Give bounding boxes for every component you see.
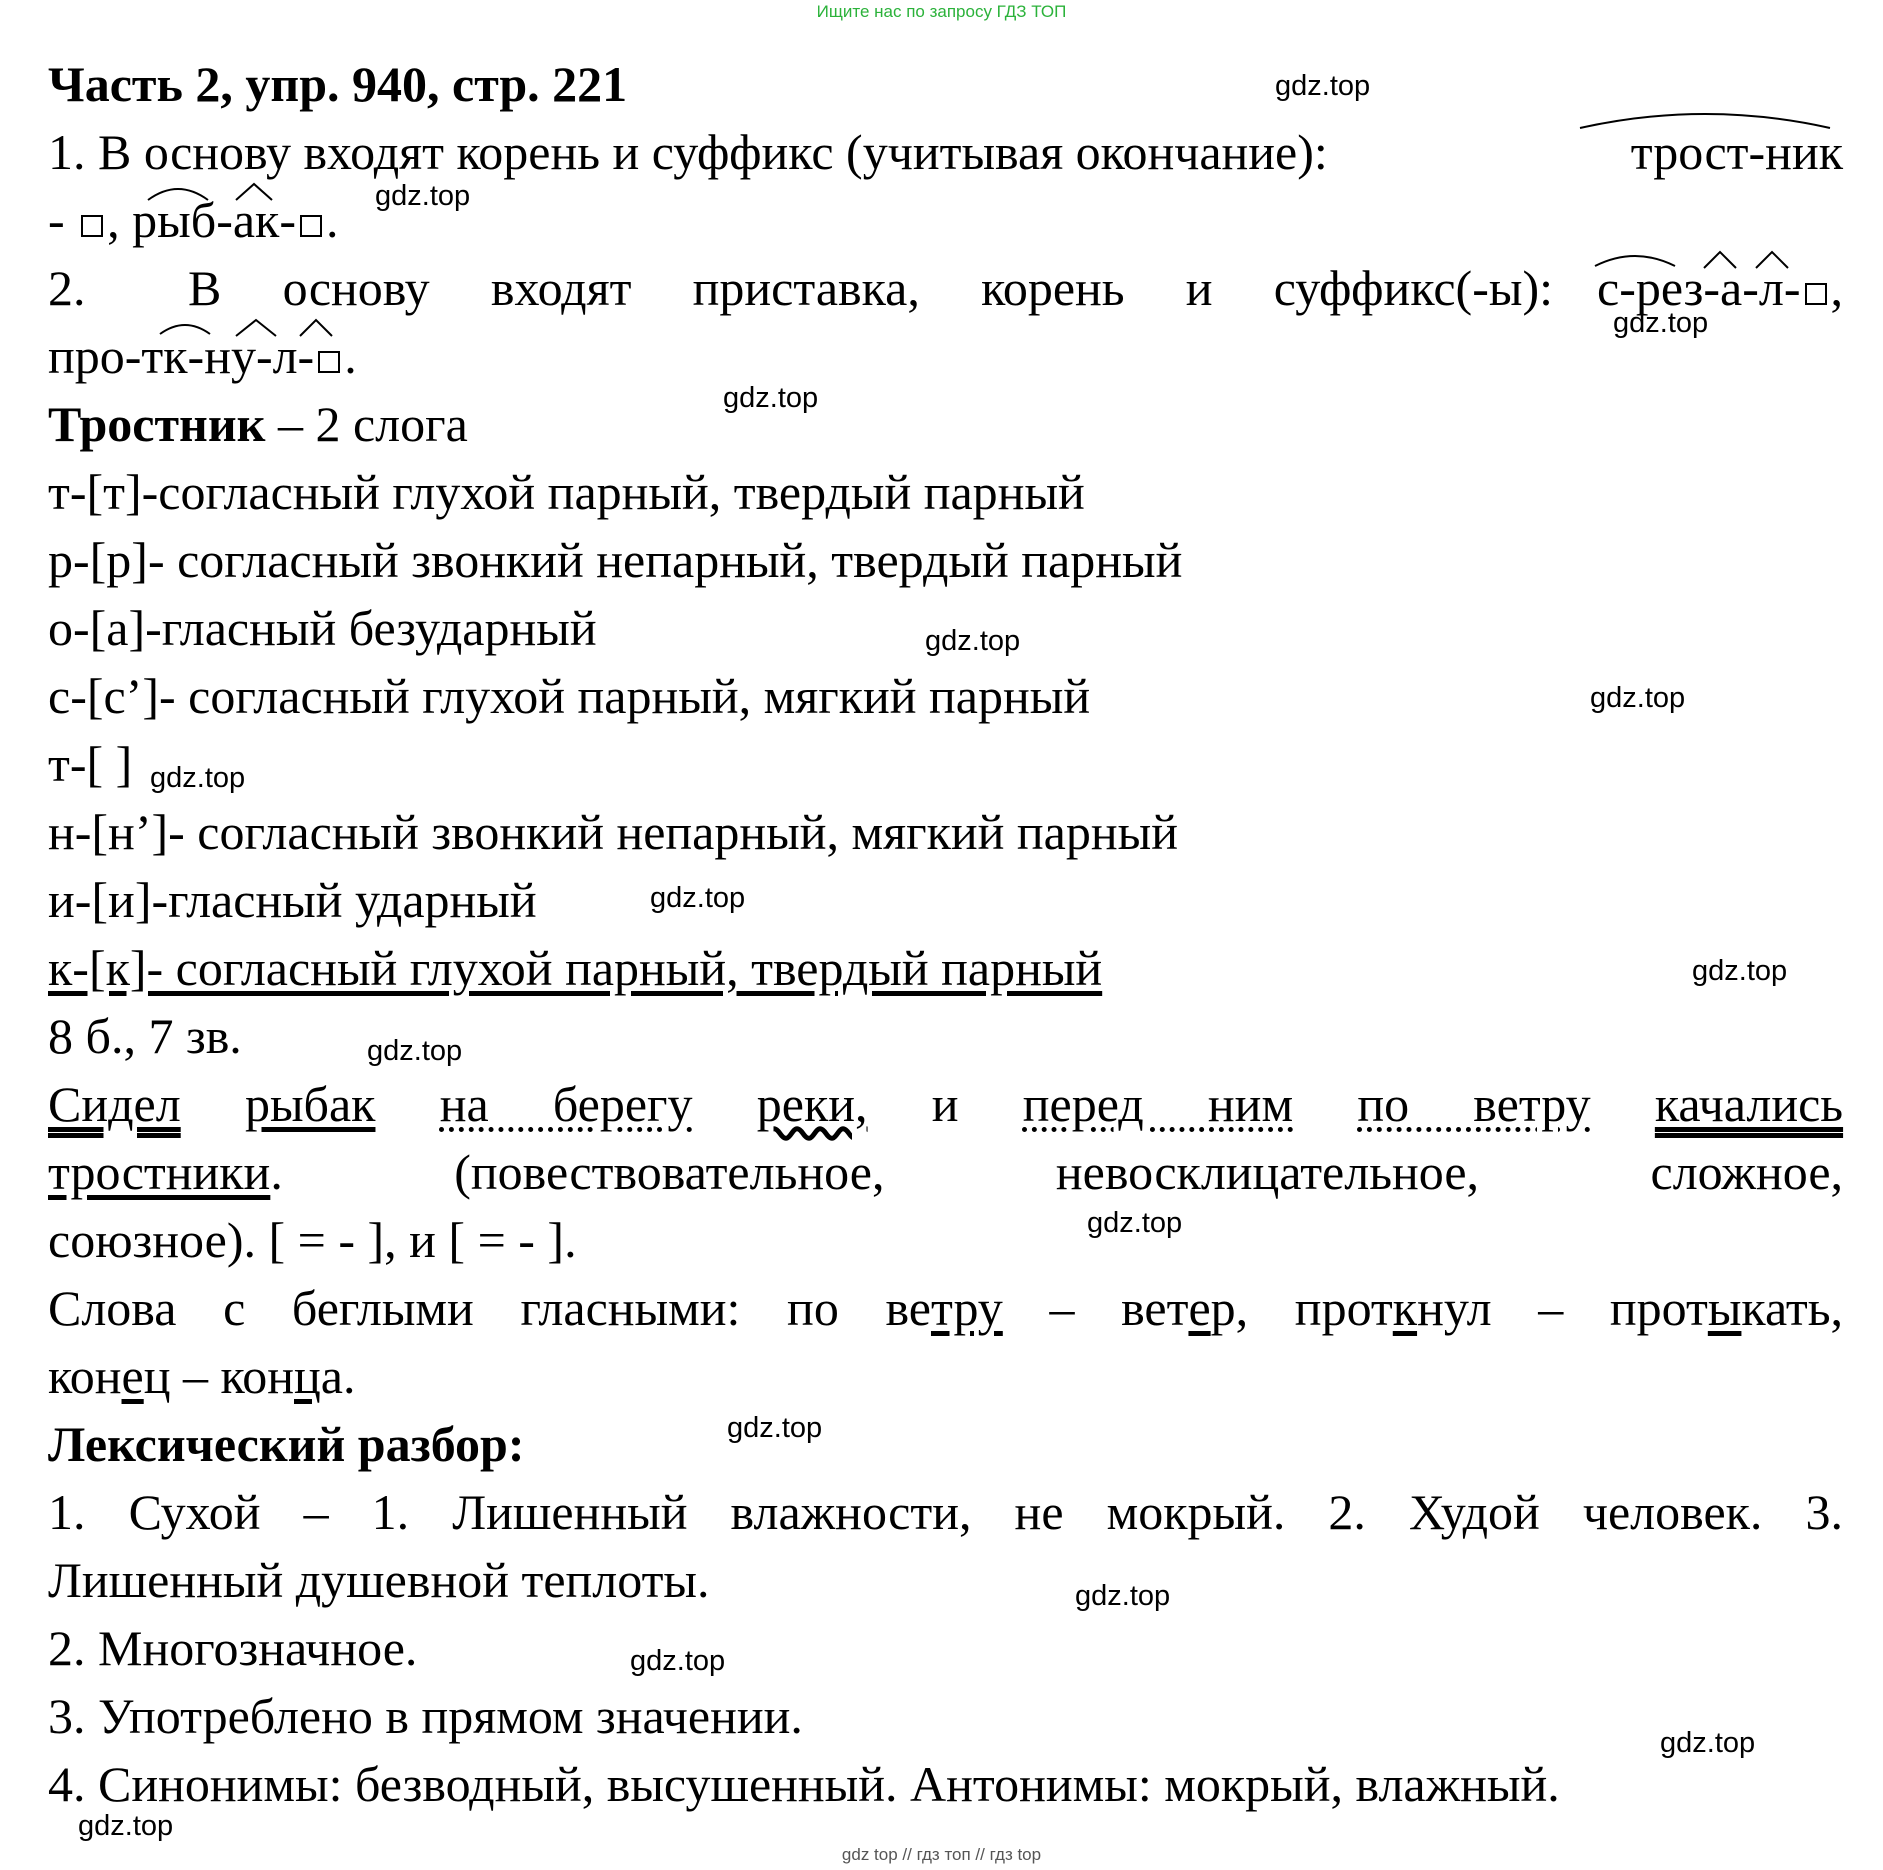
watermark: gdz.top: [1275, 70, 1371, 102]
morpheme-line-3: [48, 254, 1843, 322]
morpheme-dash: -: [48, 192, 78, 248]
morpheme-word: трост-ник: [1630, 124, 1843, 180]
period: .: [344, 328, 357, 384]
watermark: gdz.top: [723, 382, 819, 414]
footer-links[interactable]: gdz top // гдз топ // гдз top: [841, 1845, 1042, 1864]
watermark: gdz.top: [78, 1810, 174, 1842]
zero-ending-box: [300, 215, 322, 237]
morpheme-line-2: [48, 186, 1843, 254]
underlined: тру: [930, 1280, 1003, 1336]
subject: рыбак: [244, 1076, 376, 1132]
watermark: gdz.top: [367, 1035, 463, 1067]
phonetic-row: н-[н’]- согласный звонкий непарный, мягкий парный: [48, 804, 1178, 860]
underlined: е: [121, 1348, 144, 1404]
phonetic-summary: 8 б., 7 зв.: [48, 1008, 242, 1064]
morpheme-word: рыб-ак-: [132, 192, 296, 248]
phonetic-row: и-[и]-гласный ударный: [48, 872, 537, 928]
lexical-item-2: 2. Многозначное.: [48, 1620, 418, 1676]
conjunction: и: [931, 1076, 959, 1132]
underlined: к: [1392, 1280, 1418, 1336]
subject: тростники: [48, 1144, 271, 1200]
period: .: [270, 1144, 283, 1200]
text: кать,: [1741, 1280, 1844, 1336]
sentence-line-2: [48, 1138, 1843, 1206]
suffix-caret-icon: [296, 316, 336, 340]
subject-group: [48, 1144, 283, 1200]
phonetic-row-last: [48, 934, 1843, 1002]
morpheme-text: В основу входят приставка, корень и суффикс(-ы):: [188, 260, 1553, 316]
watermark: gdz.top: [650, 882, 746, 914]
sentence-type: невосклицательное,: [1055, 1144, 1480, 1200]
watermark: gdz.top: [1087, 1207, 1183, 1239]
watermark: gdz.top: [630, 1645, 726, 1677]
phonetic-heading: [48, 390, 1843, 458]
morpheme-word: с-рез-а-л-: [1597, 260, 1801, 316]
phonetic-row: с-[с’]- согласный глухой парный, мягкий парный: [48, 668, 1091, 724]
text: кон: [48, 1348, 122, 1404]
underlined: ы: [1707, 1280, 1742, 1336]
zero-ending-box: [81, 215, 103, 237]
separator: ,: [107, 192, 133, 248]
sentence-type: (повествовательное,: [454, 1144, 885, 1200]
item-number: 2.: [48, 260, 86, 316]
text: ц – кон: [143, 1348, 294, 1404]
lexical-item-3: 3. Употреблено в прямом значении.: [48, 1688, 803, 1744]
root-arc-icon: [143, 182, 213, 204]
fleeting-vowels-line-1: [48, 1274, 1843, 1342]
zero-ending-box: [318, 351, 340, 373]
period: .: [325, 192, 339, 248]
watermark: gdz.top: [375, 180, 471, 212]
sentence-line-1: [48, 1070, 1843, 1138]
watermark: gdz.top: [1660, 1727, 1756, 1759]
text: Слова с беглыми гласными: по ве: [48, 1280, 931, 1336]
comma: ,: [1830, 260, 1843, 316]
morpheme-text: 1. В основу входят корень и суффикс (учитывая окончание):: [48, 124, 1328, 180]
watermark: gdz.top: [150, 762, 246, 794]
phonetic-row: т-[ ]: [48, 736, 133, 792]
adverbial: перед ним: [1022, 1076, 1294, 1132]
search-hint-link[interactable]: Ищите нас по запросу ГДЗ ТОП: [816, 2, 1067, 21]
adverbial: по ветру: [1357, 1076, 1591, 1132]
phonetic-row: о-[а]-гласный безударный: [48, 600, 597, 656]
lexical-item-1b: Лишенный душевной теплоты.: [48, 1552, 710, 1608]
lexical-heading: Лексический разбор:: [48, 1416, 525, 1472]
watermark: gdz.top: [1075, 1580, 1171, 1612]
zero-ending-box: [1805, 283, 1827, 305]
syllable-count: – 2 слога: [265, 396, 468, 452]
text: нул – прот: [1417, 1280, 1708, 1336]
morpheme-line-1: [48, 118, 1843, 186]
watermark: gdz.top: [1692, 955, 1788, 987]
watermark: gdz.top: [727, 1412, 823, 1444]
morpheme-word: про-тк-ну-л-: [48, 328, 315, 384]
fleeting-text: [48, 1280, 1843, 1336]
sentence-line-3: союзное). [ = - ], и [ = - ].: [48, 1212, 577, 1268]
predicate: Сидел: [48, 1076, 181, 1132]
text: – вет: [1002, 1280, 1189, 1336]
phonetic-row: т-[т]-согласный глухой парный, твердый парный: [48, 464, 1085, 520]
watermark: gdz.top: [1590, 682, 1686, 714]
watermark: gdz.top: [925, 625, 1021, 657]
adverbial: на берегу: [439, 1076, 693, 1132]
text: р, прот: [1210, 1280, 1393, 1336]
predicate: качались: [1654, 1076, 1844, 1132]
suffix-caret-icon: [1752, 248, 1792, 272]
fleeting-vowels-line-2: [48, 1342, 1843, 1410]
suffix-caret-icon: [232, 316, 280, 340]
underlined: е: [1188, 1280, 1211, 1336]
page-title: Часть 2, упр. 940, стр. 221: [48, 56, 628, 112]
watermark: gdz.top: [1613, 307, 1709, 339]
underlined: ц: [294, 1348, 321, 1404]
text: а.: [320, 1348, 356, 1404]
root-arc-icon: [155, 318, 215, 338]
suffix-caret-icon: [232, 180, 276, 204]
analysed-word: Тростник: [48, 396, 266, 452]
lexical-item-1: 1. Сухой – 1. Лишенный влажности, не мокрый. 2. Худой человек. 3.: [48, 1484, 1843, 1540]
suffix-caret-icon: [1700, 248, 1740, 272]
sentence-type: сложное,: [1650, 1144, 1844, 1200]
attribute: реки,: [756, 1076, 868, 1132]
root-arc-icon: [1590, 250, 1680, 270]
lexical-item-4: 4. Синонимы: безводный, высушенный. Антонимы: мокрый, влажный.: [48, 1756, 1560, 1812]
phonetic-row-text: к-[к]- согласный глухой парный, твердый парный: [48, 940, 1103, 996]
root-arc-icon: [1575, 108, 1835, 132]
phonetic-row: р-[р]- согласный звонкий непарный, твердый парный: [48, 532, 1183, 588]
